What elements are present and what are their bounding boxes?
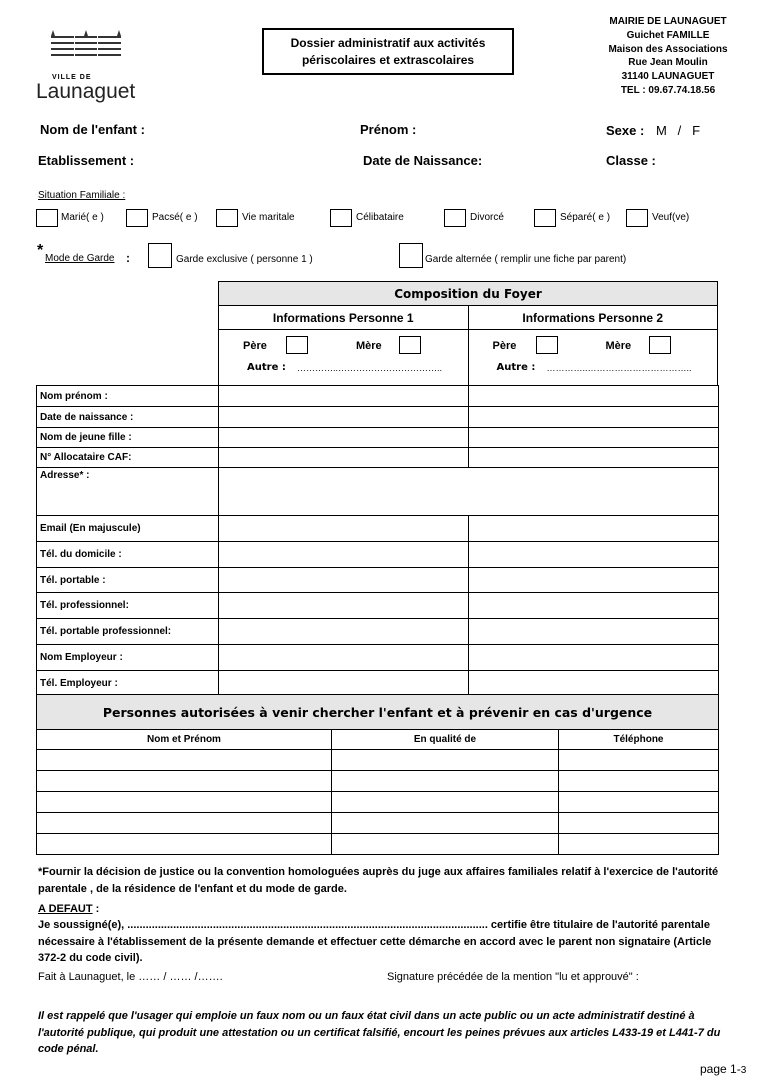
person2-header: Informations Personne 2: [468, 306, 718, 330]
row-label: Nom de jeune fille :: [37, 428, 219, 448]
veuf-label: Veuf(ve): [652, 212, 690, 223]
foyer-title: Composition du Foyer: [219, 282, 718, 306]
urgence-qualite-field[interactable]: [332, 792, 559, 813]
title-line-1: Dossier administratif aux activités: [290, 36, 486, 50]
urgence-qualite-field[interactable]: [332, 750, 559, 771]
table-row: [37, 834, 719, 855]
person2-field[interactable]: [469, 593, 719, 619]
person1-pere-label: Père: [243, 340, 267, 352]
person1-field[interactable]: [219, 428, 469, 448]
table-row: [37, 568, 719, 593]
mairie-line: MAIRIE DE LAUNAGUET: [609, 16, 727, 27]
garde-label: Mode de Garde: [45, 253, 115, 264]
person1-autre-dots[interactable]: …………..……………………………..: [297, 363, 443, 373]
garde-alternee-label: Garde alternée ( remplir une fiche par parent): [425, 254, 627, 265]
row-label: Tél. portable professionnel:: [37, 619, 219, 645]
person1-autre-label: Autre :: [247, 362, 286, 373]
urgence-nom-field[interactable]: [37, 834, 332, 855]
garde-colon: :: [126, 251, 130, 265]
foyer-header-table: [218, 281, 718, 386]
urgence-col-qualite: En qualité de: [332, 730, 559, 750]
page-label: page 1-: [700, 1062, 741, 1076]
person1-field[interactable]: [219, 619, 469, 645]
address-field[interactable]: [219, 468, 719, 516]
table-row: [37, 428, 719, 448]
child-prenom-label: Prénom :: [360, 122, 417, 137]
child-classe-label: Classe :: [606, 153, 656, 168]
person1-mere-label: Mère: [356, 340, 382, 352]
child-sexe-label: Sexe :: [606, 123, 645, 138]
row-label: N° Allocataire CAF:: [37, 448, 219, 468]
marie-label: Marié( e ): [61, 212, 104, 223]
urgence-qualite-field[interactable]: [332, 813, 559, 834]
table-row: [37, 750, 719, 771]
person1-mere-checkbox[interactable]: [399, 336, 421, 354]
person2-field[interactable]: [469, 568, 719, 593]
title-line-2: périscolaires et extrascolaires: [301, 53, 475, 67]
vie-maritale-label: Vie maritale: [242, 212, 295, 223]
child-sexe-options[interactable]: M / F: [656, 123, 701, 138]
mairie-line: Guichet FAMILLE: [626, 29, 710, 41]
pacse-checkbox[interactable]: [126, 209, 148, 227]
mairie-line: 31140 LAUNAGUET: [621, 71, 715, 83]
defaut-heading: [38, 901, 728, 918]
table-row: [37, 671, 719, 696]
defaut-colon: :: [92, 903, 100, 915]
person2-field[interactable]: [469, 645, 719, 671]
defaut-text: Je soussigné(e), ...................................................................................................................... certifie être titulaire de l'autorité parentale nécessaire à l'établissement de la présente demande et effectuer cette démarche en accord avec le parent non signataire (Article 372-2 du code civil).: [38, 919, 712, 964]
urgence-nom-field[interactable]: [37, 750, 332, 771]
person1-pere-checkbox[interactable]: [286, 336, 308, 354]
mairie-address: [586, 15, 750, 98]
foyer-info-table: [36, 385, 719, 696]
divorce-checkbox[interactable]: [444, 209, 466, 227]
person1-field[interactable]: [219, 542, 469, 568]
person2-field[interactable]: [469, 386, 719, 407]
row-label: Tél. professionnel:: [37, 593, 219, 619]
person2-field[interactable]: [469, 516, 719, 542]
person1-field[interactable]: [219, 671, 469, 696]
person2-autre-label: Autre :: [496, 362, 536, 373]
row-label: Nom Employeur :: [37, 645, 219, 671]
logo: [36, 28, 136, 108]
table-row: [37, 771, 719, 792]
person1-field[interactable]: [219, 386, 469, 407]
row-label: Email (En majuscule): [37, 516, 219, 542]
marie-checkbox[interactable]: [36, 209, 58, 227]
urgence-title: Personnes autorisées à venir chercher l'enfant et à prévenir en cas d'urgence: [37, 695, 719, 730]
urgence-telephone-field[interactable]: [559, 834, 719, 855]
urgence-nom-field[interactable]: [37, 792, 332, 813]
person1-header: Informations Personne 1: [219, 306, 469, 330]
urgence-nom-field[interactable]: [37, 771, 332, 792]
page-number: [700, 1062, 746, 1076]
table-row: [37, 813, 719, 834]
urgence-col-telephone: Téléphone: [559, 730, 719, 750]
urgence-telephone-field[interactable]: [559, 771, 719, 792]
child-etablissement-label: Etablissement :: [38, 153, 135, 168]
person2-field[interactable]: [469, 428, 719, 448]
separe-checkbox[interactable]: [534, 209, 556, 227]
person1-field[interactable]: [219, 593, 469, 619]
garde-alternee-checkbox[interactable]: [399, 243, 423, 268]
page-total: 3: [740, 1065, 747, 1076]
table-row: [37, 645, 719, 671]
document-title: [262, 28, 514, 75]
logo-ville-text: VILLE DE: [52, 74, 92, 81]
rappel-note: Il est rappelé que l'usager qui emploie un faux nom ou un faux état civil dans un acte public ou un acte administratif destiné à l'autorité publique, qui produit une attestation ou un certificat falsifié, encourt les peines prévues aux articles L433-19 et L441-7 du code pénal.: [38, 1010, 721, 1055]
table-row: [37, 448, 719, 468]
urgence-table: [36, 694, 719, 855]
person2-field[interactable]: [469, 448, 719, 468]
row-label: Tél. Employeur :: [37, 671, 219, 696]
person1-field[interactable]: [219, 645, 469, 671]
garde-exclusive-label: Garde exclusive ( personne 1 ): [176, 254, 313, 265]
person1-field[interactable]: [219, 407, 469, 428]
urgence-telephone-field[interactable]: [559, 792, 719, 813]
child-date-naissance-label: Date de Naissance:: [363, 153, 483, 168]
table-row: [37, 468, 719, 516]
mairie-line: Rue Jean Moulin: [628, 57, 708, 69]
logo-name-text: Launaguet: [36, 80, 136, 103]
celibataire-label: Célibataire: [356, 212, 404, 223]
person2-mere-checkbox[interactable]: [649, 336, 671, 354]
person2-mere-label: Mère: [605, 340, 632, 352]
urgence-col-nom: Nom et Prénom: [37, 730, 332, 750]
person1-relation-cell: [219, 330, 469, 386]
urgence-nom-field[interactable]: [37, 813, 332, 834]
row-label: Adresse* :: [37, 468, 219, 516]
table-row: [37, 542, 719, 568]
divorce-label: Divorcé: [470, 212, 504, 223]
table-row: [37, 386, 719, 407]
person2-autre-dots[interactable]: …………..……………………………..: [546, 363, 692, 373]
person2-pere-checkbox[interactable]: [536, 336, 558, 354]
signature-line: Signature précédée de la mention "lu et approuvé" :: [387, 971, 639, 983]
person2-field[interactable]: [469, 671, 719, 696]
logo-emblem-icon: [36, 28, 136, 72]
urgence-qualite-field[interactable]: [332, 834, 559, 855]
row-label: Tél. du domicile :: [37, 542, 219, 568]
person2-pere-label: Père: [492, 340, 517, 352]
situation-title: Situation Familiale :: [38, 190, 126, 201]
person1-field[interactable]: [219, 568, 469, 593]
mairie-line: TEL : 09.67.74.18.56: [620, 84, 716, 96]
table-row: [37, 407, 719, 428]
separe-label: Séparé( e ): [560, 212, 611, 223]
person1-field[interactable]: [219, 448, 469, 468]
person2-field[interactable]: [469, 542, 719, 568]
table-row: [37, 619, 719, 645]
row-label: Date de naissance :: [37, 407, 219, 428]
row-label: Tél. portable :: [37, 568, 219, 593]
table-row: [37, 516, 719, 542]
pacse-label: Pacsé( e ): [152, 212, 198, 223]
row-label: Nom prénom :: [37, 386, 219, 407]
mairie-line: Maison des Associations: [608, 43, 728, 55]
person2-relation-cell: [468, 330, 718, 386]
garde-star: *: [37, 242, 44, 259]
fait-a-line: Fait à Launaguet, le …… / …… /…….: [38, 971, 223, 983]
table-row: [37, 593, 719, 619]
vie-maritale-checkbox[interactable]: [216, 209, 238, 227]
person2-field[interactable]: [469, 619, 719, 645]
veuf-checkbox[interactable]: [626, 209, 648, 227]
person1-field[interactable]: [219, 516, 469, 542]
child-nom-label: Nom de l'enfant :: [40, 122, 145, 137]
urgence-telephone-field[interactable]: [559, 750, 719, 771]
urgence-qualite-field[interactable]: [332, 771, 559, 792]
garde-exclusive-checkbox[interactable]: [148, 243, 172, 268]
justice-note: *Fournir la décision de justice ou la convention homologuées auprès du juge aux affaires familiales relatif à l'exercice de l'autorité parentale , de la résidence de l'enfant et du mode de garde.: [38, 866, 719, 895]
urgence-telephone-field[interactable]: [559, 813, 719, 834]
table-row: [37, 792, 719, 813]
person2-field[interactable]: [469, 407, 719, 428]
celibataire-checkbox[interactable]: [330, 209, 352, 227]
defaut-title: A DEFAUT: [38, 903, 93, 915]
